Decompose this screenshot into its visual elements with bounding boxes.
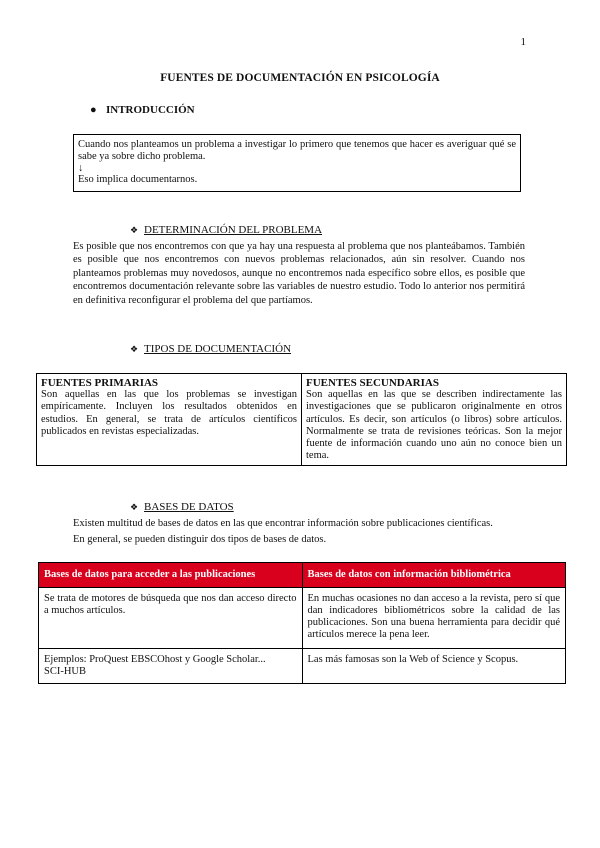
down-arrow-icon: ↓ [78, 163, 84, 174]
access-databases-examples [39, 649, 303, 684]
access-examples-line2: SCI-HUB [44, 666, 87, 677]
access-examples-line1: Ejemplos: ProQuest EBSCOhost y Google Scholar... [44, 654, 266, 665]
primary-sources-cell [37, 374, 302, 466]
determination-paragraph: Es posible que nos encontremos con que ya hay una respuesta al problema que nos planteábamos. También es posible que nos encontremos con nuevos problemas relacionados, aún sin resolver. Cuando nos planteamos problemas muy novedosos, aunque no encontremos nada específico sobre ellos, es posible que encontremos documentación relevante sobre las variables de nuestro estudio. Todo lo anterior nos permitirá en definitiva reconfigurar el problema del que partíamos. [73, 241, 525, 306]
page-title: FUENTES DE DOCUMENTACIÓN EN PSICOLOGÍA [160, 72, 440, 84]
types-heading-label: TIPOS DE DOCUMENTACIÓN [144, 343, 292, 355]
diamond-bullet-icon: ❖ [130, 225, 139, 235]
introduction-heading [90, 104, 195, 116]
bibliometric-databases-description: En muchas ocasiones no dan acceso a la revista, pero sí que dan indicadores bibliométricos sobre la calidad de las publicaciones. Son una buena herramienta para decidir qué artículos merece la pena leer. [302, 588, 566, 649]
secondary-sources-cell [302, 374, 567, 466]
primary-sources-text: Son aquellas en las que los problemas se investigan empíricamente. Incluyen los resultados obtenidos en estudios. En general, se trata de artículos científicos publicados en revistas especializadas. [41, 389, 297, 437]
databases-intro [73, 516, 543, 548]
page-number: 1 [520, 36, 526, 48]
types-heading [130, 343, 291, 355]
access-databases-description: Se trata de motores de búsqueda que nos dan acceso directo a muchos artículos. [39, 588, 303, 649]
determination-heading-label: DETERMINACIÓN DEL PROBLEMA [144, 224, 323, 236]
documentation-types-table [36, 373, 567, 466]
databases-heading-label: BASES DE DATOS [144, 501, 234, 513]
secondary-sources-title: FUENTES SECUNDARIAS [306, 377, 439, 389]
databases-intro-line2: En general, se pueden distinguir dos tipos de bases de datos. [73, 534, 327, 545]
determination-heading [130, 224, 322, 236]
bibliometric-databases-examples: Las más famosas son la Web of Science y Scopus. [302, 649, 566, 684]
introduction-box [73, 134, 521, 192]
bullet-icon: ● [90, 104, 97, 116]
secondary-sources-text: Son aquellas en las que se describen indirectamente las investigaciones que se publicaron originalmente en otros artículos. Es decir, son artículos (o libros) sobre artículos. Normalmente se trata de revisiones teóricas. Son la mejor fuente de información cuando uno aún no conoce bien un tema. [306, 389, 562, 462]
bibliometric-databases-header: Bases de datos con información bibliométrica [302, 563, 566, 588]
diamond-bullet-icon: ❖ [130, 344, 139, 354]
primary-sources-title: FUENTES PRIMARIAS [41, 377, 159, 389]
databases-table [38, 562, 566, 684]
introduction-text: Cuando nos planteamos un problema a investigar lo primero que tenemos que hacer es averiguar qué se sabe ya sobre dicho problema. [78, 139, 516, 162]
access-databases-header: Bases de datos para acceder a las publicaciones [39, 563, 303, 588]
introduction-heading-label: INTRODUCCIÓN [106, 104, 195, 116]
databases-intro-line1: Existen multitud de bases de datos en las que encontrar información sobre publicaciones científicas. [73, 518, 493, 529]
databases-heading [130, 501, 234, 513]
diamond-bullet-icon: ❖ [130, 502, 139, 512]
introduction-conclusion: Eso implica documentarnos. [78, 174, 198, 185]
